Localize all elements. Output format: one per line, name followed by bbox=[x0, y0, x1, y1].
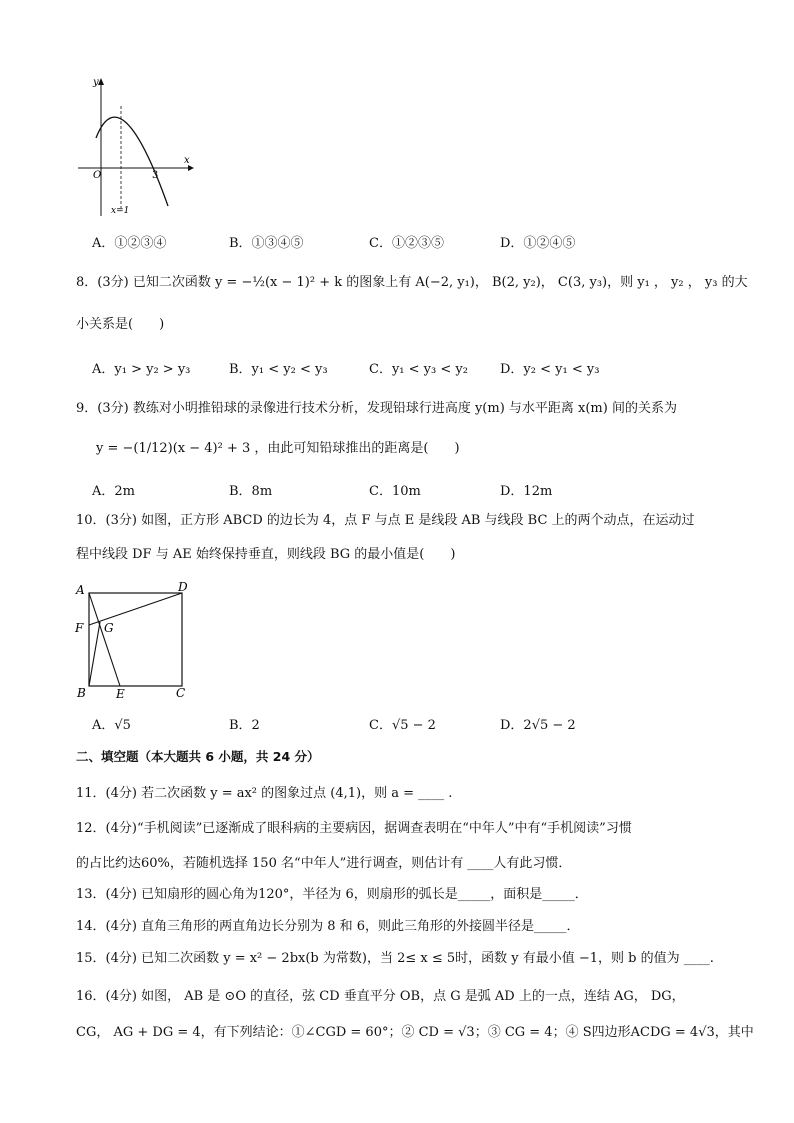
segment-ae bbox=[89, 593, 120, 686]
q12-stem-line2: 的占比约达60%，若随机选择 150 名“中年人”进行调查，则估计有 ____人有此习惯． bbox=[76, 856, 572, 871]
q8-option-b[interactable]: B．y₁ < y₂ < y₃ bbox=[229, 362, 328, 377]
q8-stem-line2: 小关系是( ) bbox=[76, 317, 165, 332]
q9-option-c[interactable]: C．10m bbox=[369, 484, 421, 499]
label-b: B bbox=[77, 686, 86, 700]
q10-stem-line2: 程中线段 DF 与 AE 始终保持垂直，则线段 BG 的最小值是( ) bbox=[76, 547, 456, 562]
square-diagram bbox=[70, 576, 200, 702]
q16-stem-line2: CG， AG + DG = 4，有下列结论：①∠CGD = 60°；② CD = √3；③ CG = 4；④ S四边形ACDG = 4√3，其中 bbox=[76, 1025, 754, 1040]
x-axis-label: x bbox=[184, 155, 190, 166]
label-d: D bbox=[178, 580, 188, 594]
parabola-curve bbox=[96, 117, 168, 206]
tick-3-label: 3 bbox=[152, 170, 159, 181]
q10-option-c[interactable]: C．√5 − 2 bbox=[369, 718, 436, 733]
q7-option-c[interactable]: C．①②③⑤ bbox=[369, 236, 444, 251]
q16-stem-line1: 16．(4分) 如图， AB 是 ⊙O 的直径，弦 CD 垂直平分 OB，点 G 是弧 AD 上的一点，连结 AG， DG， bbox=[76, 989, 685, 1004]
q11-stem: 11．(4分) 若二次函数 y = ax² 的图象过点 (4,1)，则 a = ____ . bbox=[76, 786, 453, 801]
square-abcd bbox=[89, 593, 182, 686]
label-e: E bbox=[116, 687, 125, 701]
q9-stem-line1: 9．(3分) 教练对小明推铅球的录像进行技术分析，发现铅球行进高度 y(m) 与水平距离 x(m) 间的关系为 bbox=[76, 401, 677, 416]
q8-option-a[interactable]: A．y₁ > y₂ > y₃ bbox=[92, 362, 191, 377]
label-f: F bbox=[75, 621, 84, 635]
label-c: C bbox=[176, 686, 186, 700]
q10-stem-line1: 10．(3分) 如图，正方形 ABCD 的边长为 4，点 F 与点 E 是线段 AB 与线段 BC 上的两个动点，在运动过 bbox=[76, 513, 695, 528]
q12-stem-line1: 12．(4分)“手机阅读”已逐渐成了眼科病的主要病因，据调查表明在“中年人”中有“手机阅读”习惯 bbox=[76, 821, 632, 836]
q10-option-a[interactable]: A．√5 bbox=[92, 718, 131, 733]
label-g: G bbox=[104, 621, 114, 635]
y-axis-label: y bbox=[93, 77, 99, 88]
q9-option-d[interactable]: D．12m bbox=[500, 484, 553, 499]
q7-option-b[interactable]: B．①③④⑤ bbox=[229, 236, 304, 251]
q15-stem: 15．(4分) 已知二次函数 y = x² − 2bx(b 为常数)，当 2≤ x ≤ 5时，函数 y 有最小值 −1，则 b 的值为 ____. bbox=[76, 951, 714, 966]
origin-label: O bbox=[93, 170, 102, 181]
q8-stem-line1: 8．(3分) 已知二次函数 y = −½(x − 1)² + k 的图象上有 A(−2, y₁)， B(2, y₂)， C(3, y₃)，则 y₁ ， y₂ ， y₃ 的大 bbox=[76, 275, 748, 290]
section-2-heading: 二、填空题（本大题共 6 小题，共 24 分） bbox=[76, 749, 320, 764]
q9-option-a[interactable]: A．2m bbox=[92, 484, 135, 499]
q10-option-d[interactable]: D．2√5 − 2 bbox=[500, 718, 576, 733]
q9-option-b[interactable]: B．8m bbox=[229, 484, 273, 499]
y-axis-arrow-icon bbox=[98, 78, 104, 85]
segment-df bbox=[89, 593, 182, 625]
q8-option-d[interactable]: D．y₂ < y₁ < y₃ bbox=[500, 362, 600, 377]
q9-stem-line2: y = −(1/12)(x − 4)² + 3 ，由此可知铅球推出的距离是( ) bbox=[96, 441, 460, 456]
q10-option-b[interactable]: B．2 bbox=[229, 718, 260, 733]
segment-bg bbox=[89, 622, 100, 686]
q13-stem: 13．(4分) 已知扇形的圆心角为120°，半径为 6，则扇形的弧长是_____，面积是_____． bbox=[76, 887, 588, 902]
q7-option-d[interactable]: D．①②④⑤ bbox=[500, 236, 576, 251]
q8-option-c[interactable]: C．y₁ < y₃ < y₂ bbox=[369, 362, 468, 377]
q7-option-a[interactable]: A．①②③④ bbox=[92, 236, 167, 251]
label-a: A bbox=[76, 583, 85, 597]
q14-stem: 14．(4分) 直角三角形的两直角边长分别为 8 和 6，则此三角形的外接圆半径是_____． bbox=[76, 919, 580, 934]
symmetry-axis-label: x=1 bbox=[111, 206, 130, 216]
parabola-graph bbox=[70, 70, 200, 220]
